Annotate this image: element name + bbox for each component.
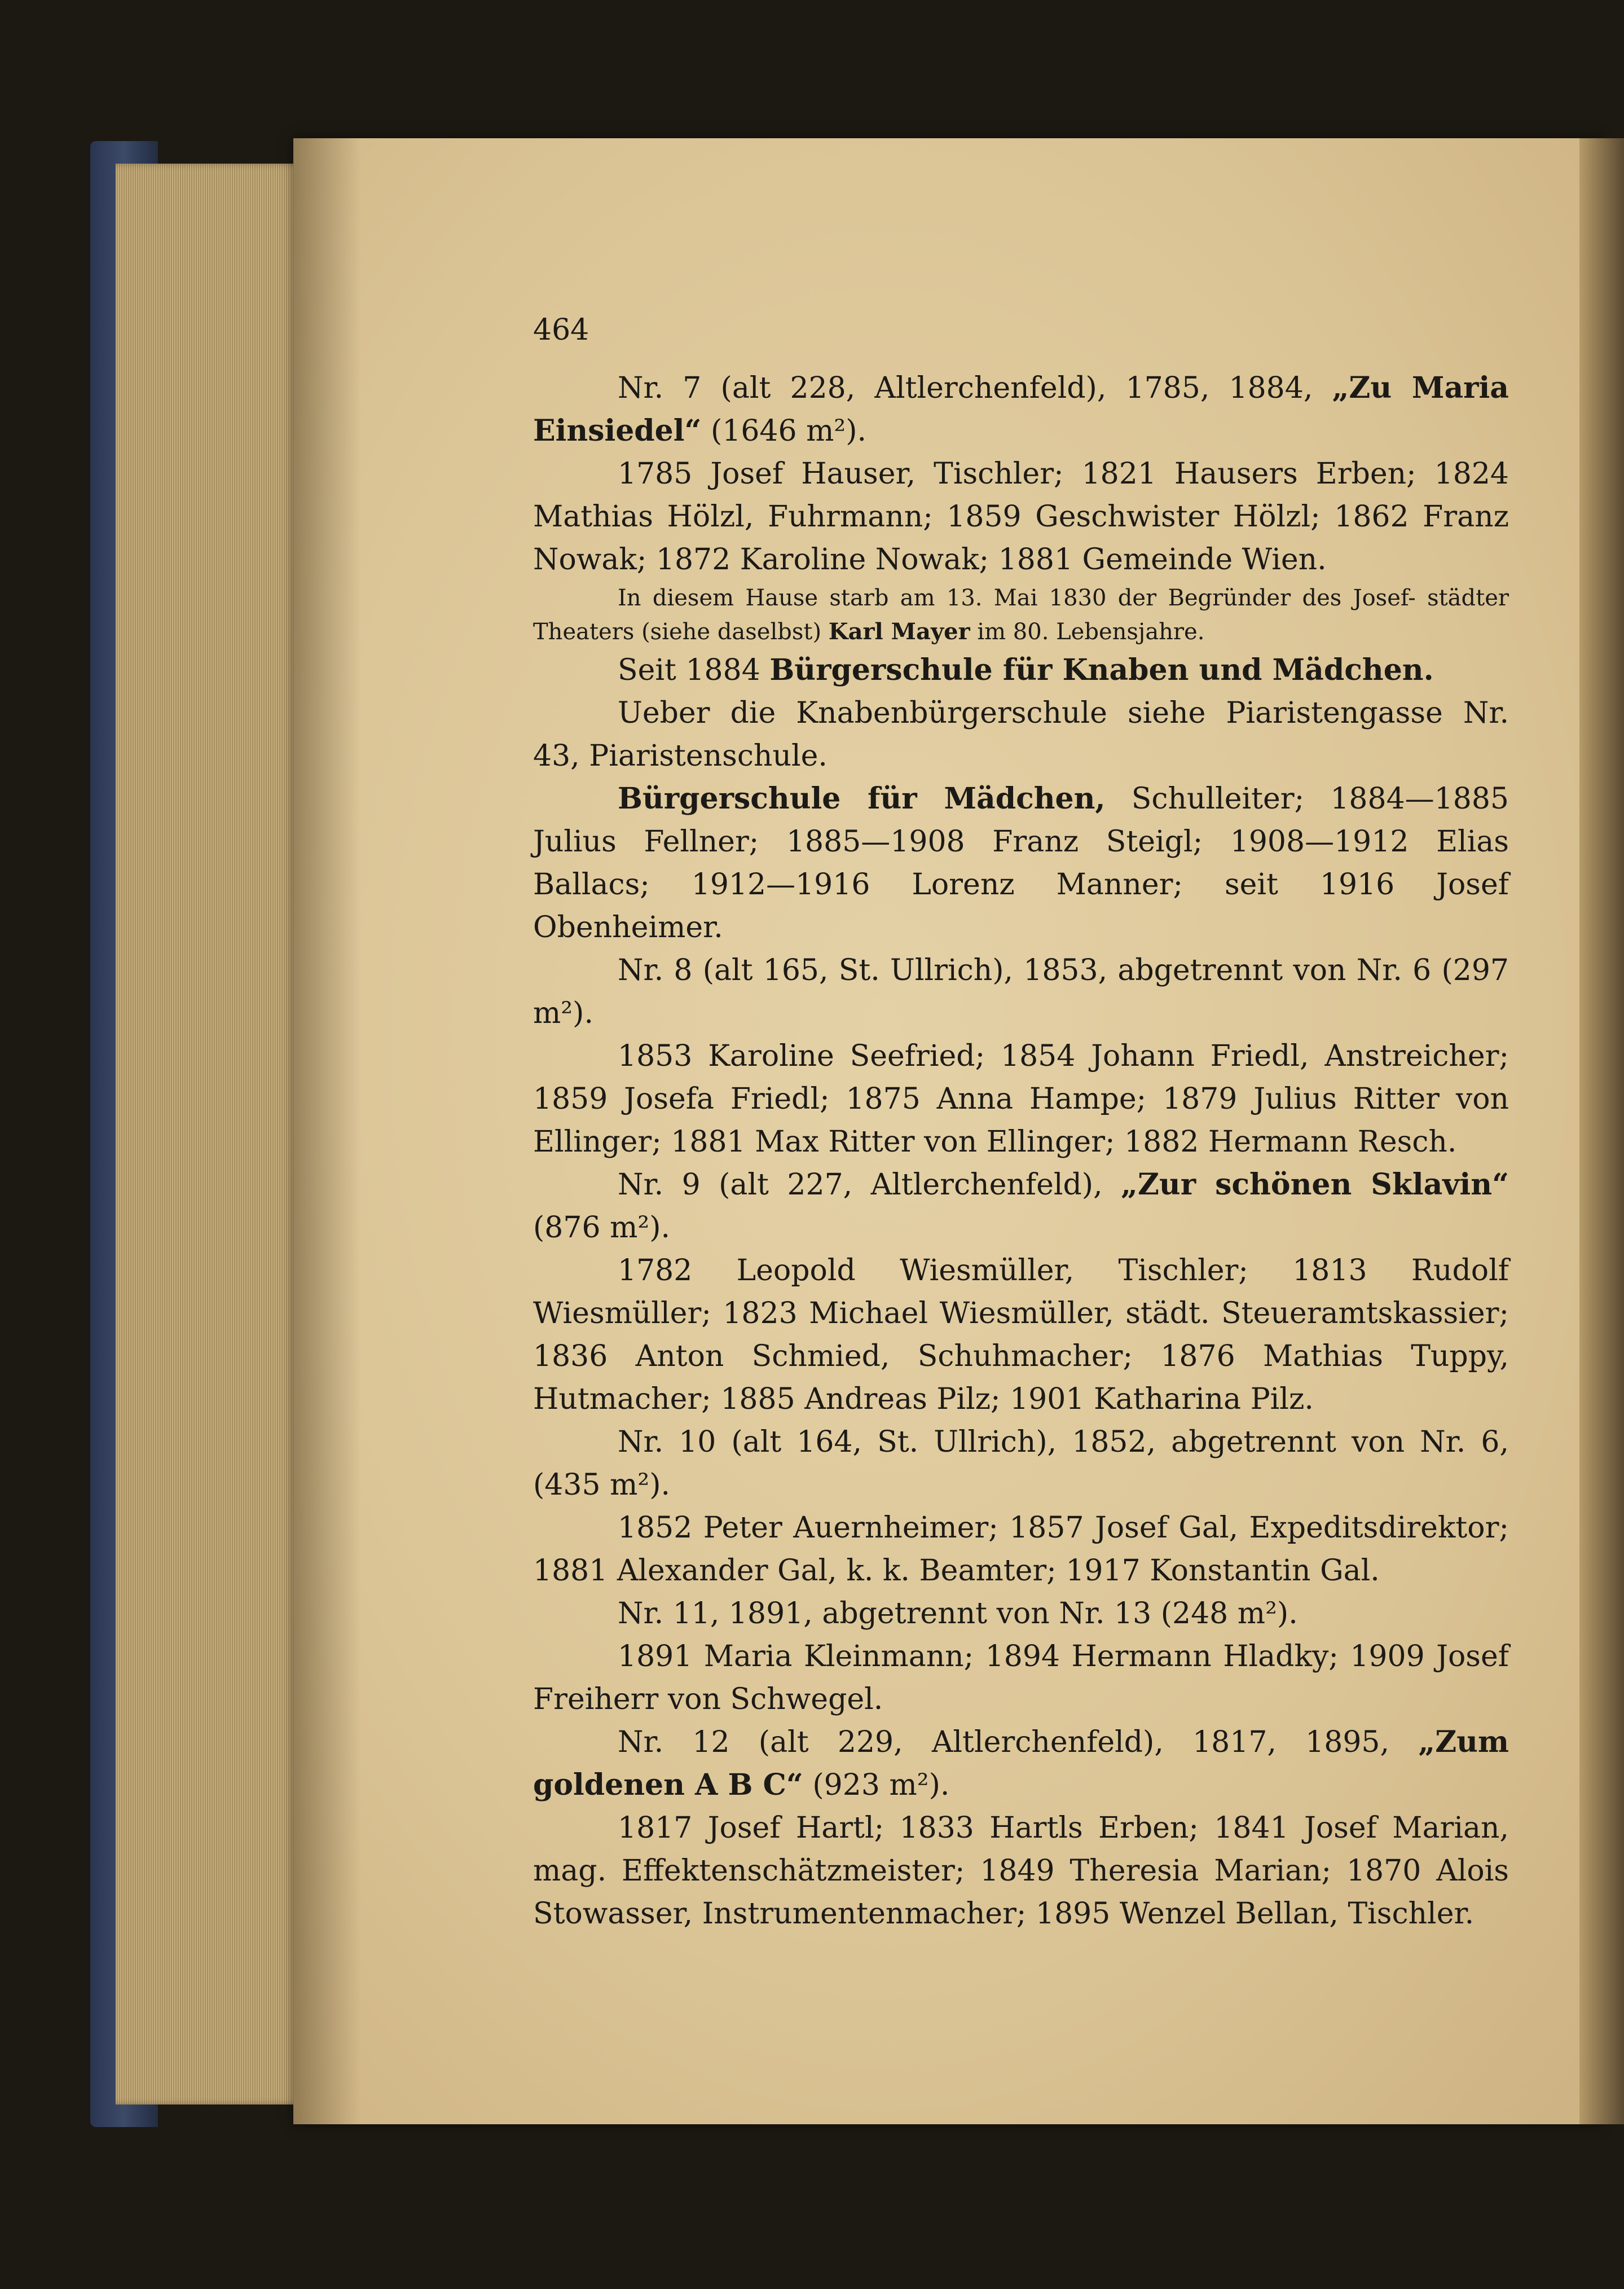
paragraph	[533, 581, 1509, 649]
paragraph	[533, 1807, 1509, 1935]
text-run: Schulleiter; 1884—1885 Julius Fellner; 1885—1908 Franz Steigl; 1908—1912 Elias Ballacs; 1912—1916 Lorenz Manner; seit 1916 Josef Obenheimer.	[533, 782, 1509, 944]
text-run: Nr. 8 (alt 165, St. Ullrich), 1853, abgetrennt von Nr. 6 (297 m²).	[533, 954, 1509, 1030]
paragraph	[533, 777, 1509, 949]
text-run: In diesem Hause starb am 13. Mai 1830 der Begründer des Josef- städter Theaters (siehe daselbst)	[533, 585, 1509, 645]
paragraph	[533, 649, 1509, 692]
text-run: Nr. 9 (alt 227, Altlerchenfeld),	[618, 1168, 1121, 1202]
bold-text: Bürgerschule für Mädchen,	[618, 781, 1106, 816]
page-edges	[116, 164, 319, 2105]
paragraph	[533, 1635, 1509, 1721]
text-run: Ueber die Knabenbürgerschule siehe Piaristengasse Nr. 43, Piaristenschule.	[533, 696, 1509, 773]
text-run: 1782 Leopold Wiesmüller, Tischler; 1813 Rudolf Wiesmüller; 1823 Michael Wiesmüller, städt. Steueramtskassier; 1836 Anton Schmied, Schuhmacher; 1876 Mathias Tuppy, Hutmacher; 1885 Andreas Pilz; 1901 Katharina Pilz.	[533, 1254, 1509, 1416]
text-run: 1853 Karoline Seefried; 1854 Johann Friedl, Anstreicher; 1859 Josefa Friedl; 1875 Anna Hampe; 1879 Julius Ritter von Ellinger; 1881 Max Ritter von Ellinger; 1882 Hermann Resch.	[533, 1039, 1509, 1159]
paragraph	[533, 1249, 1509, 1421]
paragraph	[533, 1721, 1509, 1807]
paragraph	[533, 367, 1509, 452]
text-run: 1852 Peter Auernheimer; 1857 Josef Gal, Expeditsdirektor; 1881 Alexander Gal, k. k. Beamter; 1917 Konstantin Gal.	[533, 1511, 1509, 1588]
paragraph	[533, 692, 1509, 777]
paragraph	[533, 1506, 1509, 1592]
text-run: Nr. 7 (alt 228, Altlerchenfeld), 1785, 1884,	[618, 371, 1332, 405]
bold-text: Bürgerschule für Knaben und Mädchen.	[769, 653, 1434, 687]
text-run: Seit 1884	[618, 653, 770, 687]
paragraph	[533, 1035, 1509, 1163]
text-run: im 80. Lebensjahre.	[970, 619, 1205, 645]
text-run: Nr. 11, 1891, abgetrennt von Nr. 13 (248 m²).	[618, 1597, 1298, 1631]
body-text	[533, 367, 1509, 1935]
bold-text: Karl Mayer	[828, 618, 970, 645]
text-run: 1891 Maria Kleinmann; 1894 Hermann Hladky; 1909 Josef Freiherr von Schwegel.	[533, 1640, 1509, 1716]
paragraph	[533, 1421, 1509, 1506]
text-run: 1817 Josef Hartl; 1833 Hartls Erben; 1841 Josef Marian, mag. Effektenschätzmeister; 1849 Theresia Marian; 1870 Alois Stowasser, Instrumentenmacher; 1895 Wenzel Bellan, Tischler.	[533, 1811, 1509, 1931]
text-run: (876 m²).	[533, 1211, 671, 1245]
text-run: 1785 Josef Hauser, Tischler; 1821 Hausers Erben; 1824 Mathias Hölzl, Fuhrmann; 1859 Geschwister Hölzl; 1862 Franz Nowak; 1872 Karoline Nowak; 1881 Gemeinde Wien.	[533, 457, 1509, 577]
text-run: (1646 m²).	[701, 414, 867, 448]
text-run: (923 m²).	[803, 1768, 950, 1802]
page-gutter-shadow	[293, 138, 361, 2124]
text-run: Nr. 10 (alt 164, St. Ullrich), 1852, abgetrennt von Nr. 6, (435 m²).	[533, 1425, 1509, 1502]
paragraph	[533, 949, 1509, 1035]
paragraph	[533, 1163, 1509, 1249]
page-text	[533, 307, 1509, 1935]
bold-text: „Zum goldenen A B C“	[533, 1725, 1509, 1802]
bold-text: „Zu Maria Einsiedel“	[533, 371, 1509, 448]
paragraph	[533, 1592, 1509, 1635]
facing-page-edge	[1579, 138, 1624, 2124]
page-number: 464	[533, 313, 589, 347]
paragraph	[533, 452, 1509, 581]
text-run: Nr. 12 (alt 229, Altlerchenfeld), 1817, 1895,	[618, 1725, 1419, 1759]
bold-text: „Zur schönen Sklavin“	[1121, 1167, 1509, 1202]
